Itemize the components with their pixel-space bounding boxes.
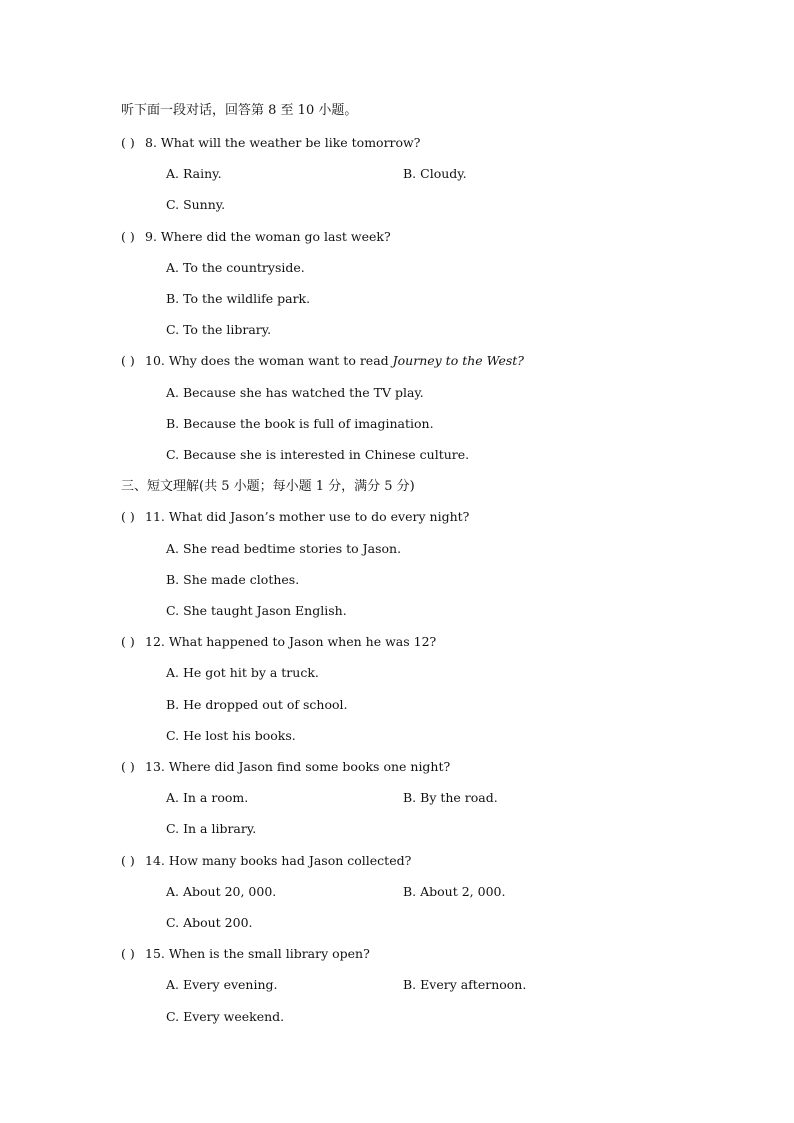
listening-instruction: 听下面一段对话，回答第 8 至 10 小题。: [121, 103, 358, 118]
option-11b: B. She made clothes.: [166, 572, 300, 587]
question-text: 9. Where did the woman go last week?: [145, 229, 391, 244]
question-8: [121, 137, 420, 150]
answer-blank[interactable]: ( ): [121, 634, 135, 649]
question-text: 11. What did Jason’s mother use to do every night?: [145, 509, 470, 524]
option-15c: C. Every weekend.: [166, 1009, 285, 1024]
answer-blank[interactable]: ( ): [121, 509, 135, 524]
option-13c: C. In a library.: [166, 821, 257, 836]
option-10c: C. Because she is interested in Chinese culture.: [166, 447, 470, 462]
option-9c: C. To the library.: [166, 322, 272, 337]
option-10b: B. Because the book is full of imagination.: [166, 416, 434, 431]
question-text: 15. When is the small library open?: [145, 946, 370, 961]
option-11a: A. She read bedtime stories to Jason.: [166, 541, 402, 556]
option-15a: A. Every evening.: [166, 977, 278, 992]
question-15: [121, 948, 370, 961]
option-11c: C. She taught Jason English.: [166, 603, 347, 618]
question-9: [121, 231, 391, 244]
question-10: [121, 355, 524, 368]
option-12b: B. He dropped out of school.: [166, 697, 348, 712]
option-15b: B. Every afternoon.: [403, 977, 527, 992]
reading-section-heading: 三、短文理解(共 5 小题；每小题 1 分，满分 5 分): [121, 479, 415, 494]
book-title: Journey to the West?: [392, 353, 525, 368]
question-13: [121, 761, 450, 774]
answer-blank[interactable]: ( ): [121, 229, 135, 244]
option-12a: A. He got hit by a truck.: [166, 665, 319, 680]
option-10a: A. Because she has watched the TV play.: [166, 385, 424, 400]
option-14c: C. About 200.: [166, 915, 253, 930]
question-text: 12. What happened to Jason when he was 12?: [145, 634, 437, 649]
question-text: 14. How many books had Jason collected?: [145, 853, 412, 868]
question-text: 8. What will the weather be like tomorrow?: [145, 135, 421, 150]
option-8a: A. Rainy.: [166, 166, 222, 181]
option-13b: B. By the road.: [403, 790, 498, 805]
answer-blank[interactable]: ( ): [121, 353, 135, 368]
question-text: 13. Where did Jason find some books one night?: [145, 759, 451, 774]
option-13a: A. In a room.: [166, 790, 249, 805]
question-12: [121, 636, 436, 649]
question-14: [121, 855, 411, 868]
option-8c: C. Sunny.: [166, 197, 226, 212]
option-9b: B. To the wildlife park.: [166, 291, 311, 306]
option-9a: A. To the countryside.: [166, 260, 305, 275]
answer-blank[interactable]: ( ): [121, 135, 135, 150]
answer-blank[interactable]: ( ): [121, 946, 135, 961]
option-8b: B. Cloudy.: [403, 166, 467, 181]
option-14a: A. About 20, 000.: [166, 884, 277, 899]
question-11: [121, 511, 469, 524]
option-14b: B. About 2, 000.: [403, 884, 506, 899]
answer-blank[interactable]: ( ): [121, 853, 135, 868]
answer-blank[interactable]: ( ): [121, 759, 135, 774]
question-text: 10. Why does the woman want to read: [145, 353, 393, 368]
option-12c: C. He lost his books.: [166, 728, 296, 743]
